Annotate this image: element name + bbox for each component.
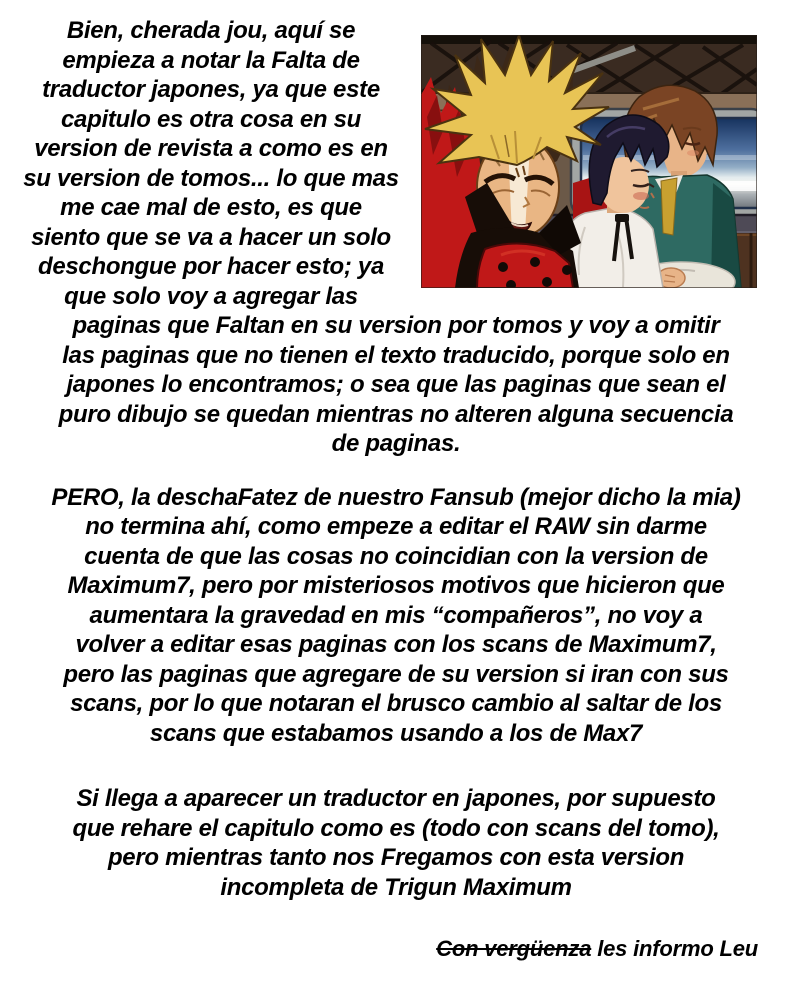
signature-line [0,936,792,962]
text-line: traductor japones, ya que este [42,76,380,103]
text-line: japones lo encontramos; o sea que las paginas que sean el [66,371,726,398]
text-line: las paginas que no tienen el texto traducido, porque solo en [62,341,730,369]
text-line: capitulo es otra cosa en su [61,105,361,133]
text-line: volver a editar esas paginas con los scans de Maximum7, [75,631,717,658]
signature-struck-text: Con vergüenza [436,936,592,961]
note-paragraph-2 [0,483,792,749]
note-paragraph-1-wide [0,311,792,459]
text-line: pero las paginas que agregare de su version si iran con sus [63,660,729,688]
text-line: deschongue por hacer esto; ya [37,253,385,280]
text-line: version de revista a como es en [34,135,388,162]
note-paragraph-3 [0,784,792,902]
text-line: scans, por lo que notaran el brusco cambio al saltar de los [70,690,722,717]
text-line: no termina ahí, como empeze a editar el RAW sin darme [85,513,707,540]
text-line: que rehare el capitulo como es (todo con scans del tomo), [72,814,720,842]
text-line: paginas que Faltan en su version por tomos y voy a omitir [72,312,720,339]
text-line: PERO, la deschaFatez de nuestro Fansub (mejor dicho la mia) [51,483,741,511]
text-line: empieza a notar la Falta de [62,46,360,74]
signature-rest-text: les informo Leu [597,936,758,961]
text-line: Maximum7, pero por misteriosos motivos que hicieron que [67,572,725,599]
trigun-screencap-photo [421,35,757,288]
text-line: scans que estabamos usando a los de Max7 [149,719,643,747]
text-line: su version de tomos... lo que mas [23,164,399,192]
text-line: cuenta de que las cosas no coincidian con la version de [84,542,708,570]
text-line: siento que se va a hacer un solo [31,223,391,251]
text-line: pero mientras tanto nos Fregamos con esta version [107,844,685,871]
text-line: que solo voy a agregar las [64,282,358,310]
text-line: aumentara la gravedad en mis “compañeros”, no voy a [89,601,703,629]
note-paragraph-1-narrow [0,0,422,311]
text-line: Bien, cherada jou, aquí se [66,17,356,44]
text-line: puro dibujo se quedan mientras no alteren alguna secuencia [58,400,734,428]
text-line: Si llega a aparecer un traductor en japones, por supuesto [76,785,716,812]
text-line: incompleta de Trigun Maximum [220,873,572,901]
trigun-screencap-art [421,35,757,288]
text-line: de paginas. [331,430,461,457]
text-line: me cae mal de esto, es que [60,194,362,221]
